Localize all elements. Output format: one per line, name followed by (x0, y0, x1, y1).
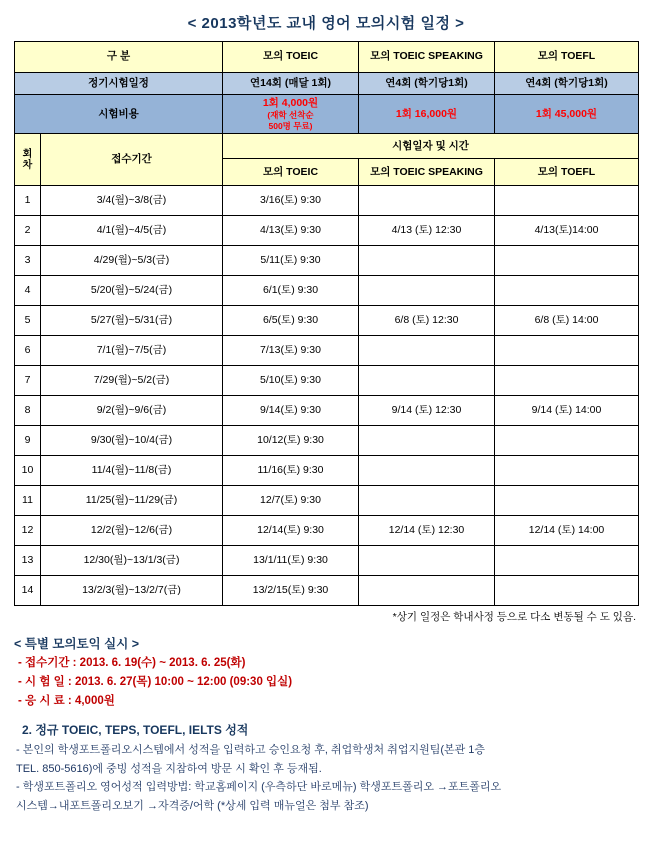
page-title: < 2013학년도 교내 영어 모의시험 일정 > (187, 15, 465, 32)
row-speaking: 4/13 (토) 12:30 (359, 216, 495, 246)
row-no: 11 (15, 486, 41, 516)
row-no: 2 (15, 216, 41, 246)
row-toefl: 4/13(토)14:00 (495, 216, 639, 246)
table-row (15, 426, 639, 456)
row-toefl (495, 426, 639, 456)
row-speaking (359, 576, 495, 606)
row-speaking: 9/14 (토) 12:30 (359, 396, 495, 426)
table-row (15, 486, 639, 516)
row-toefl (495, 336, 639, 366)
row-toeic: 10/12(토) 9:30 (223, 426, 359, 456)
table-header-row (15, 42, 639, 73)
row-speaking (359, 186, 495, 216)
row-toefl (495, 486, 639, 516)
row-toefl (495, 186, 639, 216)
regular-scores-line-4: 시스템→내포트폴리오보기 →자격증/어학 (*상세 입력 매뉴얼은 첨부 참조) (16, 799, 369, 812)
row-period: 11/25(월)~11/29(금) (41, 486, 223, 516)
row-period: 4/29(월)~5/3(금) (41, 246, 223, 276)
row-period: 7/29(월)~5/2(금) (41, 366, 223, 396)
table-row (15, 216, 639, 246)
table-row (15, 276, 639, 306)
special-test-line-1: - 접수기간 : 2013. 6. 19(수) ~ 2013. 6. 25(화) (18, 657, 246, 670)
row-no: 14 (15, 576, 41, 606)
row-toefl (495, 546, 639, 576)
table-footnote: *상기 일정은 학내사정 등으로 다소 변동될 수 도 있음. (392, 611, 636, 624)
regular-scores-line-3: - 학생포트폴리오 영어성적 입력방법: 학교홈페이지 (우측하단 바로메뉴) 학생포트폴리오 →포트폴리오 (16, 781, 502, 794)
row-no: 3 (15, 246, 41, 276)
row-toefl (495, 276, 639, 306)
row-period: 3/4(월)~3/8(금) (41, 186, 223, 216)
row-speaking (359, 456, 495, 486)
table-row (15, 546, 639, 576)
row-toeic: 6/1(토) 9:30 (223, 276, 359, 306)
regular-schedule-toeic: 연14회 (매달 1회) (223, 73, 359, 95)
row-toefl: 9/14 (토) 14:00 (495, 396, 639, 426)
regular-scores-line-2: TEL. 850-5616)에 중빙 성적을 지참하여 방문 시 확인 후 등재됨. (16, 762, 322, 775)
special-test-title: < 특별 모의토익 실시 > (14, 637, 140, 652)
row-toefl (495, 456, 639, 486)
header-speaking: 모의 TOEIC SPEAKING (359, 42, 495, 73)
row-no: 10 (15, 456, 41, 486)
row-no: 1 (15, 186, 41, 216)
row-no: 9 (15, 426, 41, 456)
row-speaking (359, 276, 495, 306)
row-speaking (359, 246, 495, 276)
table-row (15, 336, 639, 366)
subheader-toefl: 모의 TOEFL (495, 159, 639, 186)
subheader-toeic: 모의 TOEIC (223, 159, 359, 186)
row-period: 5/27(월)~5/31(금) (41, 306, 223, 336)
row-toefl (495, 576, 639, 606)
row-no: 7 (15, 366, 41, 396)
table-row (15, 366, 639, 396)
row-no: 8 (15, 396, 41, 426)
row-period: 12/2(월)~12/6(금) (41, 516, 223, 546)
row-toefl: 12/14 (토) 14:00 (495, 516, 639, 546)
row-toeic: 7/13(토) 9:30 (223, 336, 359, 366)
table-row (15, 396, 639, 426)
table-row (15, 246, 639, 276)
table-row (15, 186, 639, 216)
row-speaking (359, 486, 495, 516)
row-toeic: 11/16(토) 9:30 (223, 456, 359, 486)
regular-scores-title: 2. 정규 TOEIC, TEPS, TOEFL, IELTS 성적 (22, 723, 249, 738)
row-toeic: 9/14(토) 9:30 (223, 396, 359, 426)
table-row (15, 306, 639, 336)
row-period: 5/20(월)~5/24(금) (41, 276, 223, 306)
table-row (15, 456, 639, 486)
regular-scores-line-1: - 본인의 학생포트폴리오시스템에서 성적을 입력하고 승인요청 후, 취업학생처 취업지원팀(본관 1층 (16, 744, 486, 757)
row-toeic: 5/11(토) 9:30 (223, 246, 359, 276)
special-test-line-3: - 응 시 료 : 4,000원 (18, 694, 115, 707)
row-toeic: 12/7(토) 9:30 (223, 486, 359, 516)
row-no: 6 (15, 336, 41, 366)
row-no: 13 (15, 546, 41, 576)
row-toeic: 4/13(토) 9:30 (223, 216, 359, 246)
fee-label: 시험비용 (15, 95, 223, 134)
row-no: 4 (15, 276, 41, 306)
header-division: 구 분 (15, 42, 223, 73)
subheader-period: 접수기간 (41, 134, 223, 186)
row-period: 9/2(월)~9/6(금) (41, 396, 223, 426)
table-row (15, 516, 639, 546)
header-toefl: 모의 TOEFL (495, 42, 639, 73)
row-period: 7/1(월)~7/5(금) (41, 336, 223, 366)
subheader-no: 회 차 (15, 134, 41, 186)
row-toeic: 12/14(토) 9:30 (223, 516, 359, 546)
special-test-line-2: - 시 험 일 : 2013. 6. 27(목) 10:00 ~ 12:00 (09:30 입실) (18, 676, 293, 689)
row-period: 12/30(월)~13/1/3(금) (41, 546, 223, 576)
row-no: 12 (15, 516, 41, 546)
row-period: 13/2/3(월)~13/2/7(금) (41, 576, 223, 606)
table-row-fee (15, 95, 639, 134)
row-toefl: 6/8 (토) 14:00 (495, 306, 639, 336)
fee-toefl: 1회 45,000원 (495, 95, 639, 134)
table-row-regular-schedule (15, 73, 639, 95)
row-speaking: 6/8 (토) 12:30 (359, 306, 495, 336)
row-toeic: 13/2/15(토) 9:30 (223, 576, 359, 606)
table-row (15, 576, 639, 606)
subheader-speaking: 모의 TOEIC SPEAKING (359, 159, 495, 186)
row-toeic: 6/5(토) 9:30 (223, 306, 359, 336)
fee-toeic (223, 95, 359, 134)
row-toefl (495, 246, 639, 276)
row-no: 5 (15, 306, 41, 336)
row-toeic: 13/1/11(토) 9:30 (223, 546, 359, 576)
row-toeic: 5/10(토) 9:30 (223, 366, 359, 396)
fee-toeic-main: 1회 4,000원 (262, 97, 319, 109)
row-period: 4/1(월)~4/5(금) (41, 216, 223, 246)
fee-toeic-sub1: (재학 선착순 (267, 110, 314, 121)
regular-schedule-label: 정기시험일정 (15, 73, 223, 95)
row-speaking (359, 336, 495, 366)
subheader-span: 시험일자 및 시간 (223, 134, 639, 159)
row-speaking (359, 546, 495, 576)
regular-schedule-speaking: 연4회 (학기당1회) (359, 73, 495, 95)
table-subheader-row-1 (15, 134, 639, 159)
header-toeic: 모의 TOEIC (223, 42, 359, 73)
row-speaking: 12/14 (토) 12:30 (359, 516, 495, 546)
row-speaking (359, 426, 495, 456)
schedule-table (14, 41, 639, 606)
fee-speaking: 1회 16,000원 (359, 95, 495, 134)
row-speaking (359, 366, 495, 396)
row-toeic: 3/16(토) 9:30 (223, 186, 359, 216)
row-period: 9/30(월)~10/4(금) (41, 426, 223, 456)
regular-schedule-toefl: 연4회 (학기당1회) (495, 73, 639, 95)
row-period: 11/4(월)~11/8(금) (41, 456, 223, 486)
fee-toeic-sub2: 500명 무료) (268, 120, 313, 131)
row-toefl (495, 366, 639, 396)
